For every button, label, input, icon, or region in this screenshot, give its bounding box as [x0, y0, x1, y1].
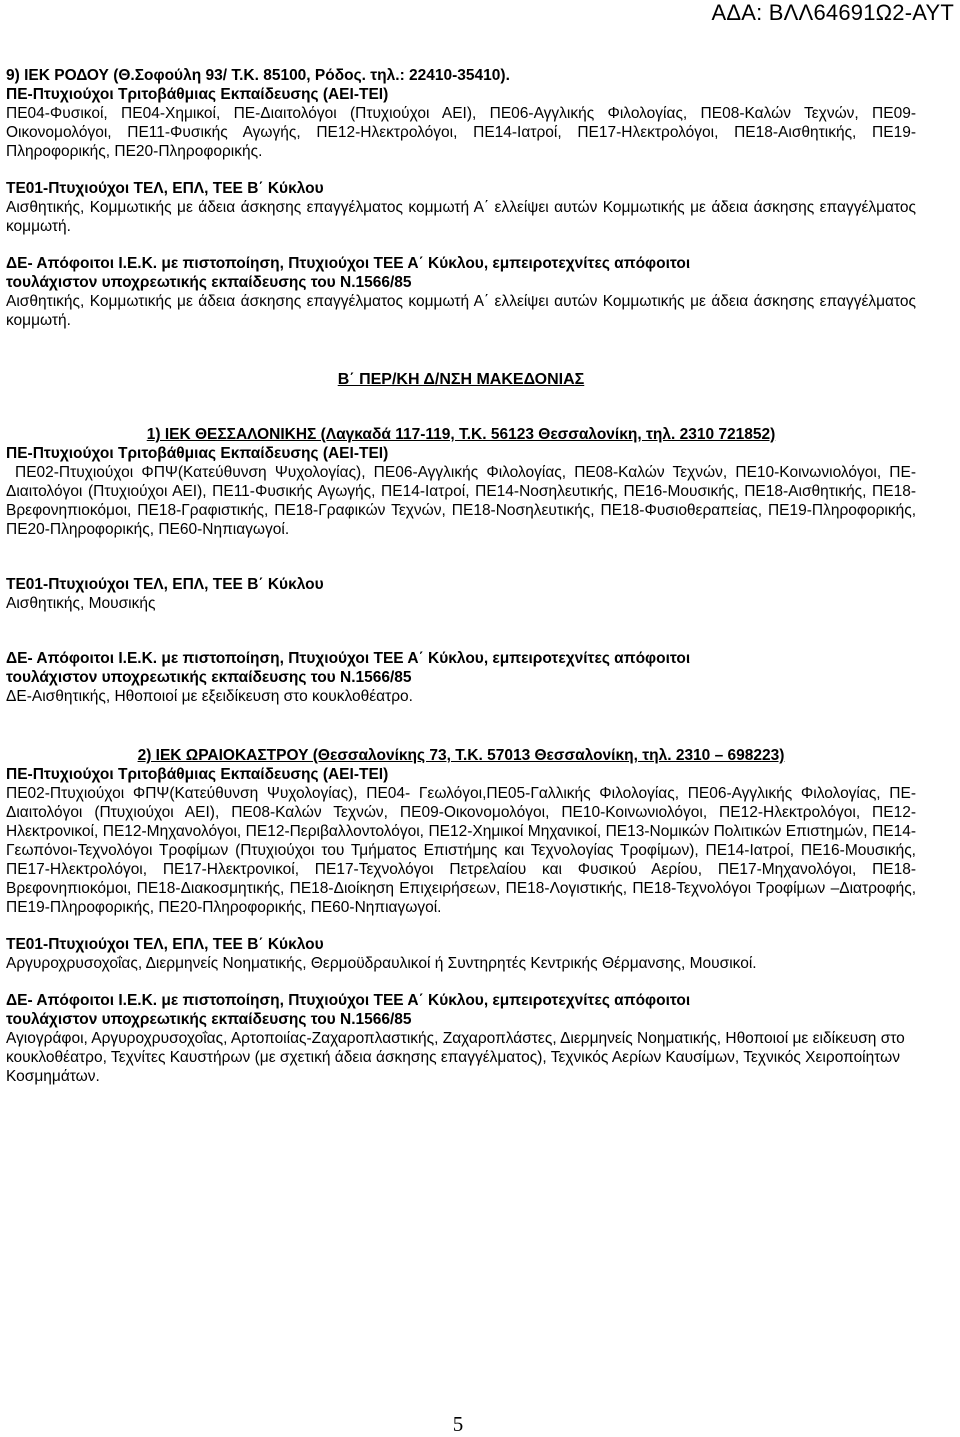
pe-heading: ΠΕ-Πτυχιούχοι Τριτοβάθμιας Εκπαίδευσης (ΑΕΙ-ΤΕΙ) — [6, 445, 389, 462]
de-heading-line-2: τουλάχιστον υποχρεωτικής εκπαίδευσης του Ν.1566/85 — [6, 669, 412, 686]
document-body — [6, 66, 916, 1086]
de-heading-line-2: τουλάχιστον υποχρεωτικής εκπαίδευσης του Ν.1566/85 — [6, 274, 412, 291]
de-heading-line-1: ΔΕ- Απόφοιτοι Ι.Ε.Κ. με πιστοποίηση, Πτυχιούχοι ΤΕΕ Α΄ Κύκλου, εμπειροτεχνίτες απόφοιτοι — [6, 650, 691, 667]
te-heading: ΤΕ01-Πτυχιούχοι ΤΕΛ, ΕΠΛ, ΤΕΕ Β΄ Κύκλου — [6, 936, 324, 953]
de-heading-line-1: ΔΕ- Απόφοιτοι Ι.Ε.Κ. με πιστοποίηση, Πτυχιούχοι ΤΕΕ Α΄ Κύκλου, εμπειροτεχνίτες απόφοιτοι — [6, 992, 691, 1009]
pe-heading: ΠΕ-Πτυχιούχοι Τριτοβάθμιας Εκπαίδευσης (ΑΕΙ-ΤΕΙ) — [6, 86, 389, 103]
te-specialties: Αισθητικής, Μουσικής — [6, 595, 156, 612]
school-heading: 1) ΙΕΚ ΘΕΣΣΑΛΟΝΙΚΗΣ (Λαγκαδά 117-119, Τ.Κ. 56123 Θεσσαλονίκη, τηλ. 2310 721852) — [146, 426, 776, 443]
pe-specialties: ΠΕ02-Πτυχιούχοι ΦΠΨ(Κατεύθυνση Ψυχολογίας), ΠΕ06-Αγγλικής Φιλολογίας, ΠΕ08-Καλών Τεχνών, ΠΕ10-Κοινωνιολόγοι, ΠΕ-Διαιτολόγοι (Πτυχιούχοι ΑΕΙ), ΠΕ11-Φυσικής Αγωγής, ΠΕ14-Ιατροί, ΠΕ14-Νοσηλευτικής, ΠΕ16-Μουσικής, ΠΕ18-Αισθητικής, ΠΕ18-Βρεφονηπιοκόμοι, ΠΕ18-Γραφιστικής, ΠΕ18-Γραφικών Τεχνών, ΠΕ18-Νοσηλευτικής, ΠΕ18-Φυσιοθεραπείας, ΠΕ19-Πληροφορικής, ΠΕ20-Πληροφορικής, ΠΕ60-Νηπιαγωγοί. — [6, 464, 916, 538]
de-specialties: Αγιογράφοι, Αργυροχρυσοχοΐας, Αρτοποιίας-Ζαχαροπλαστικής, Ζαχαροπλάστες, Διερμηνείς Νοηματικής, Ηθοποιοί με ειδίκευση στο κουκλοθέατρο, Τεχνίτες Καυστήρων (με σχετική άδεια άσκησης επαγγέλματος), Τεχνικός Αερίων Καυσίμων, Τεχνικός Χειροποίητων Κοσμημάτων. — [6, 1030, 905, 1085]
ada-code: ΑΔΑ: ΒΛΛ64691Ω2-ΑΥΤ — [711, 0, 954, 25]
pe-specialties: ΠΕ02-Πτυχιούχοι ΦΠΨ(Κατεύθυνση Ψυχολογίας), ΠΕ04- Γεωλόγοι,ΠΕ05-Γαλλικής Φιλολογίας, ΠΕ06-Αγγλικής Φιλολογίας, ΠΕ-Διαιτολόγοι (Πτυχιούχοι ΑΕΙ), ΠΕ08-Καλών Τεχνών, ΠΕ09-Οικονομολόγοι, ΠΕ10-Κοινωνιολόγοι, ΠΕ12-Ηλεκτρολόγοι, ΠΕ12-Ηλεκτρονικοί, ΠΕ12-Μηχανολόγοι, ΠΕ12-Περιβαλλοντολόγοι, ΠΕ12-Χημικοί Μηχανικοί, ΠΕ13-Νομικών Πολιτικών Επιστημών, ΠΕ14-Γεωπόνοι-Τεχνολόγοι Τροφίμων (Πτυχιούχοι του Τμήματος Επιστήμης και Τεχνολογίας Τροφίμων), ΠΕ14-Ιατροί, ΠΕ16-Μουσικής, ΠΕ17-Ηλεκτρολόγοι, ΠΕ17-Ηλεκτρονικοί, ΠΕ17-Τεχνολόγοι Πετρελαίου και Φυσικού Αερίου, ΠΕ17-Μηχανολόγοι, ΠΕ18-Βρεφονηπιοκόμοι, ΠΕ18-Διακοσμητικής, ΠΕ18-Διοίκηση Επιχειρήσεων, ΠΕ18-Λογιστικής, ΠΕ18-Τεχνολόγοι Τροφίμων –Διατροφής, ΠΕ19-Πληροφορικής, ΠΕ20-Πληροφορικής, ΠΕ60-Νηπιαγωγοί. — [6, 785, 916, 916]
school-heading: 2) ΙΕΚ ΩΡΑΙΟΚΑΣΤΡΟΥ (Θεσσαλονίκης 73, Τ.Κ. 57013 Θεσσαλονίκη, τηλ. 2310 – 698223) — [137, 747, 785, 764]
de-heading-line-2: τουλάχιστον υποχρεωτικής εκπαίδευσης του Ν.1566/85 — [6, 1011, 412, 1028]
te-heading: ΤΕ01-Πτυχιούχοι ΤΕΛ, ΕΠΛ, ΤΕΕ Β΄ Κύκλου — [6, 180, 324, 197]
section-iek-oraiokastrou — [6, 746, 916, 1086]
pe-heading: ΠΕ-Πτυχιούχοι Τριτοβάθμιας Εκπαίδευσης (ΑΕΙ-ΤΕΙ) — [6, 766, 389, 783]
page-number: 5 — [452, 1412, 464, 1436]
te-specialties: Αργυροχρυσοχοΐας, Διερμηνείς Νοηματικής, Θερμοϋδραυλικοί ή Συντηρητές Κεντρικής Θέρμανσης, Μουσικοί. — [6, 955, 757, 972]
section-iek-thessalonikis — [6, 425, 916, 706]
de-specialties: Αισθητικής, Κομμωτικής με άδεια άσκησης επαγγέλματος κομμωτή Α΄ ελλείψει αυτών Κομμωτικής με άδεια άσκησης επαγγέλματος κομμωτή. — [6, 293, 916, 329]
section-iek-rodou — [6, 66, 916, 330]
de-specialties: ΔΕ-Αισθητικής, Ηθοποιοί με εξειδίκευση στο κουκλοθέατρο. — [6, 688, 413, 705]
region-title: Β΄ ΠΕΡ/ΚΗ Δ/ΝΣΗ ΜΑΚΕΔΟΝΙΑΣ — [337, 371, 585, 388]
te-specialties: Αισθητικής, Κομμωτικής με άδεια άσκησης επαγγέλματος κομμωτή Α΄ ελλείψει αυτών Κομμωτικής με άδεια άσκησης επαγγέλματος κομμωτή. — [6, 199, 916, 235]
pe-specialties: ΠΕ04-Φυσικοί, ΠΕ04-Χημικοί, ΠΕ-Διαιτολόγοι (Πτυχιούχοι ΑΕΙ), ΠΕ06-Αγγλικής Φιλολογίας, ΠΕ08-Καλών Τεχνών, ΠΕ09-Οικονομολόγοι, ΠΕ11-Φυσικής Αγωγής, ΠΕ12-Ηλεκτρολόγοι, ΠΕ14-Ιατροί, ΠΕ17-Ηλεκτρολόγοι, ΠΕ18-Αισθητικής, ΠΕ19-Πληροφορικής, ΠΕ20-Πληροφορικής. — [6, 105, 916, 160]
school-heading: 9) ΙΕΚ ΡΟΔΟΥ (Θ.Σοφούλη 93/ Τ.Κ. 85100, Ρόδος. τηλ.: 22410-35410). — [6, 67, 510, 84]
te-heading: ΤΕ01-Πτυχιούχοι ΤΕΛ, ΕΠΛ, ΤΕΕ Β΄ Κύκλου — [6, 576, 324, 593]
de-heading-line-1: ΔΕ- Απόφοιτοι Ι.Ε.Κ. με πιστοποίηση, Πτυχιούχοι ΤΕΕ Α΄ Κύκλου, εμπειροτεχνίτες απόφοιτοι — [6, 255, 691, 272]
